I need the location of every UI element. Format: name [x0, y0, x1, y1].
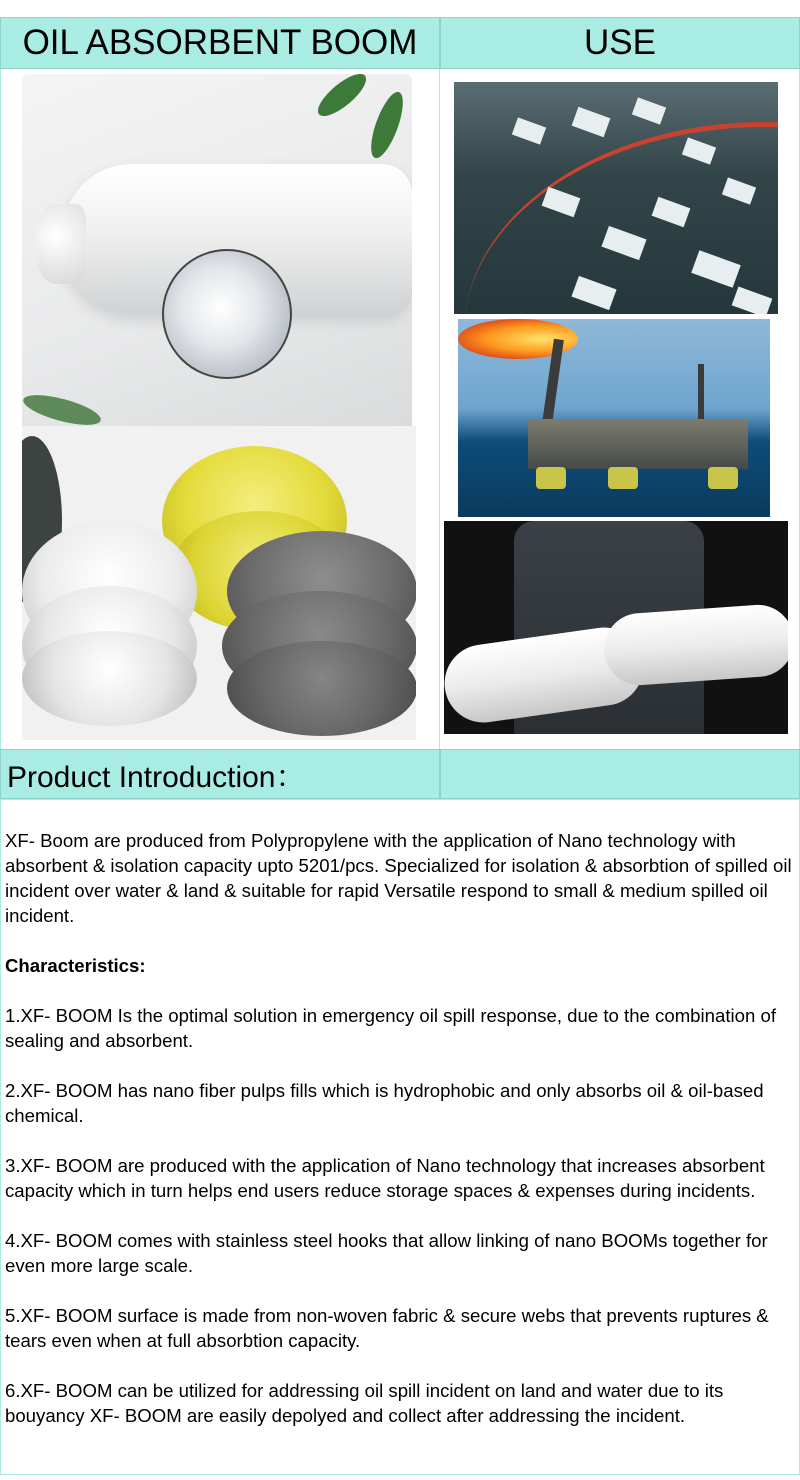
product-images-column — [0, 69, 440, 749]
characteristic-item: 1.XF- BOOM Is the optimal solution in emergency oil spill response, due to the combination of sealing and absorbent. — [5, 1005, 776, 1051]
leaf-decoration — [312, 74, 372, 123]
rig-deck — [528, 419, 748, 469]
characteristic-item: 6.XF- BOOM can be utilized for addressing oil spill incident on land and water due to its bouyancy XF- BOOM are easily depolyed and collect after addressing the incident. — [5, 1380, 724, 1426]
boom-in-hands-photo — [444, 521, 788, 734]
use-title: USE — [440, 17, 800, 69]
offshore-rig-photo — [458, 319, 770, 517]
intro-title: Product Introduction： — [0, 749, 440, 799]
header-row — [0, 17, 800, 69]
characteristic-item: 4.XF- BOOM comes with stainless steel hooks that allow linking of nano BOOMs together for even more large scale. — [5, 1230, 768, 1276]
white-coil — [22, 631, 197, 726]
intro-paragraph: XF- Boom are produced from Polypropylene with the application of Nano technology with absorbent & isolation capacity upto 5201/pcs. Specialized for isolation & absorbtion of spilled oil incident over water & land & suitable for rapid Versatile respond to small & medium spilled oil incident. — [5, 830, 792, 926]
rig-leg — [608, 467, 638, 489]
intro-row — [0, 749, 800, 799]
characteristics-title: Characteristics: — [5, 955, 146, 976]
intro-empty-cell — [440, 749, 800, 799]
characteristic-item: 5.XF- BOOM surface is made from non-woven fabric & secure webs that prevents ruptures & tears even when at full absorbtion capacity. — [5, 1305, 769, 1351]
product-title: OIL ABSORBENT BOOM — [0, 17, 440, 69]
absorbent-pad — [512, 117, 546, 144]
absorbent-pad — [632, 97, 666, 124]
leaf-decoration — [22, 389, 103, 426]
rig-leg — [708, 467, 738, 489]
absorbent-pad — [572, 107, 611, 137]
use-images-column — [440, 69, 800, 749]
leaf-decoration — [365, 88, 410, 161]
characteristic-item: 3.XF- BOOM are produced with the application of Nano technology that increases absorbent capacity which in turn helps end users reduce storage spaces & expenses during incidents. — [5, 1155, 765, 1201]
fiber-zoom-circle — [162, 249, 292, 379]
boom-knot — [36, 204, 86, 284]
boom-product-photo — [22, 74, 412, 426]
rig-leg — [536, 467, 566, 489]
characteristic-item: 2.XF- BOOM has nano fiber pulps fills which is hydrophobic and only absorbs oil & oil-based chemical. — [5, 1080, 764, 1126]
rig-tower — [698, 364, 704, 424]
coiled-booms-photo — [22, 426, 416, 740]
boom-segment — [602, 602, 788, 687]
grey-coil — [227, 641, 416, 736]
oil-spill-sea-photo — [454, 82, 778, 314]
product-description — [0, 799, 800, 1475]
